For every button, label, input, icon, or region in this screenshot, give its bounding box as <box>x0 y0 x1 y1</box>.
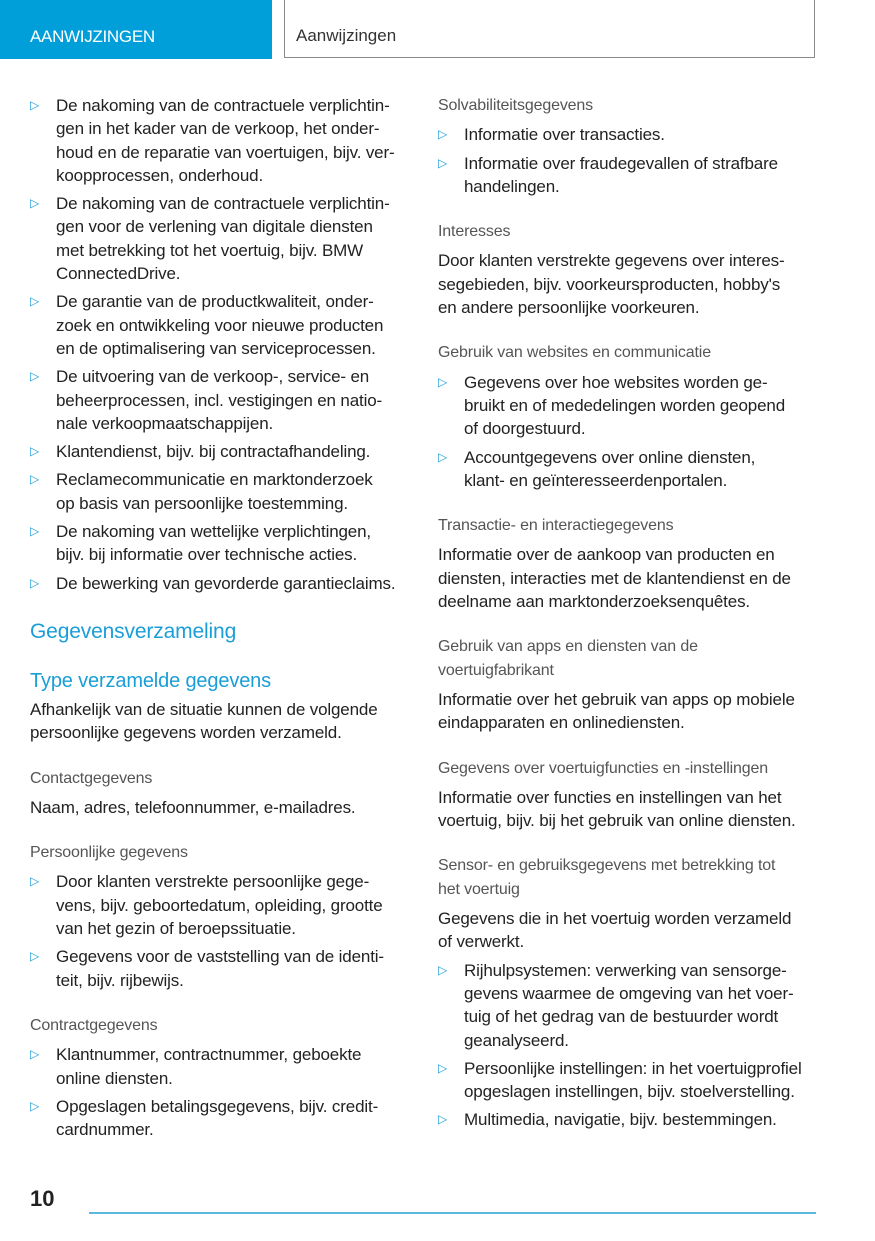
bullet-text: Accountgegevens over online diensten, klant- en geïnteresseerdenportalen. <box>464 447 756 490</box>
category-label: Contactgegevens <box>30 769 153 787</box>
triangle-bullet-icon: ▷ <box>438 1060 448 1075</box>
page-header <box>284 0 815 58</box>
bullet-text: De nakoming van de contractuele verplichtin- gen in het kader van de verkoop, het onder- houd en de reparatie van voertuigen, bijv. ver- koopprocessen, onderhoud. <box>56 96 395 185</box>
triangle-bullet-icon: ▷ <box>30 1098 40 1113</box>
page-title: Aanwijzingen <box>296 26 397 45</box>
category-label: Gebruik van apps en diensten van de voertuigfabrikant <box>438 638 698 679</box>
bullet-text: Gegevens over hoe websites worden ge- bruikt en of mededelingen worden geopend of doorgestuurd. <box>464 372 786 439</box>
triangle-bullet-icon: ▷ <box>30 294 40 309</box>
right-column <box>438 94 823 1132</box>
bullet-text: De nakoming van wettelijke verplichtingen, bijv. bij informatie over technische acties. <box>56 522 371 565</box>
category-label: Transactie- en interactiegegevens <box>438 517 674 535</box>
triangle-bullet-icon: ▷ <box>30 575 40 590</box>
triangle-bullet-icon: ▷ <box>30 369 40 384</box>
bullet-item <box>438 123 823 146</box>
triangle-bullet-icon: ▷ <box>30 472 40 487</box>
triangle-bullet-icon: ▷ <box>438 127 448 142</box>
bullet-item <box>30 572 415 595</box>
section-tab-label: AANWIJZINGEN <box>30 27 155 46</box>
bullet-item <box>30 192 415 285</box>
bullet-text: Informatie over fraudegevallen of strafbare handelingen. <box>464 153 778 196</box>
triangle-bullet-icon: ▷ <box>30 196 40 211</box>
bullet-item <box>438 371 823 441</box>
bullet-text: Informatie over transacties. <box>464 125 665 145</box>
bullet-text: De uitvoering van de verkoop-, service- en beheerprocessen, incl. vestigingen en natio- nale verkoopmaatschappijen. <box>56 367 383 433</box>
triangle-bullet-icon: ▷ <box>438 449 448 464</box>
category-label: Interesses <box>438 223 511 241</box>
paragraph: Afhankelijk van de situatie kunnen de volgende persoonlijke gegevens worden verzameld. <box>30 699 378 743</box>
page-number: 10 <box>30 1186 55 1211</box>
bullet-item <box>30 94 415 187</box>
bullet-item <box>30 870 415 940</box>
bullet-item <box>30 945 415 992</box>
triangle-bullet-icon: ▷ <box>438 1112 448 1127</box>
triangle-bullet-icon: ▷ <box>438 374 448 389</box>
paragraph: Door klanten verstrekte gegevens over interes- segebieden, bijv. voorkeursproducten, hobby's en andere persoonlijke voorkeuren. <box>438 251 785 318</box>
bullet-text: Reclamecommunicatie en marktonderzoek op basis van persoonlijke toestemming. <box>56 470 373 513</box>
triangle-bullet-icon: ▷ <box>30 874 40 889</box>
bullet-text: Persoonlijke instellingen: in het voertuigprofiel opgeslagen instellingen, bijv. stoelverstelling. <box>464 1058 802 1102</box>
paragraph: Informatie over functies en instellingen van het voertuig, bijv. bij het gebruik van online diensten. <box>438 787 796 831</box>
triangle-bullet-icon: ▷ <box>438 155 448 170</box>
triangle-bullet-icon: ▷ <box>30 98 40 112</box>
category-label: Gebruik van websites en communicatie <box>438 344 711 362</box>
category-label: Persoonlijke gegevens <box>30 844 188 862</box>
bullet-text: Klantendienst, bijv. bij contractafhandeling. <box>56 442 371 462</box>
category-label: Sensor- en gebruiksgegevens met betrekking tot het voertuig <box>438 857 776 898</box>
subsection-heading: Type verzamelde gegevens <box>30 669 271 692</box>
bullet-text: Klantnummer, contractnummer, geboekte online diensten. <box>56 1045 362 1088</box>
bullet-item <box>438 959 823 1052</box>
section-tab <box>0 0 272 59</box>
bullet-item <box>30 520 415 567</box>
bullet-item <box>30 468 415 515</box>
left-column <box>30 94 415 1141</box>
paragraph: Informatie over het gebruik van apps op mobiele eindapparaten en onlinediensten. <box>438 689 795 733</box>
footer-rule <box>89 1212 816 1214</box>
category-label: Solvabiliteitsgegevens <box>438 97 594 114</box>
bullet-item <box>30 1043 415 1090</box>
triangle-bullet-icon: ▷ <box>438 962 448 977</box>
bullet-item <box>438 1057 823 1104</box>
bullet-item <box>30 1095 415 1142</box>
triangle-bullet-icon: ▷ <box>30 524 40 539</box>
bullet-item <box>438 1108 823 1131</box>
bullet-item <box>438 446 823 493</box>
bullet-text: Rijhulpsystemen: verwerking van sensorge- gevens waarmee de omgeving van het voer- tuig of het gedrag van de bestuurder wordt geanalyseerd. <box>464 960 794 1050</box>
bullet-text: Door klanten verstrekte persoonlijke gege- vens, bijv. geboortedatum, opleiding, grootte van het gezin of beroepssituatie. <box>56 872 383 939</box>
bullet-item <box>30 290 415 360</box>
paragraph: Informatie over de aankoop van producten en diensten, interacties met de klantendienst en de deelname aan marktonderzoeksenquêtes. <box>438 545 791 612</box>
paragraph: Naam, adres, telefoonnummer, e-mailadres. <box>30 797 356 817</box>
triangle-bullet-icon: ▷ <box>30 949 40 964</box>
bullet-text: Opgeslagen betalingsgegevens, bijv. credit- cardnummer. <box>56 1096 379 1140</box>
category-label: Gegevens over voertuigfuncties en -instellingen <box>438 759 769 777</box>
bullet-text: Gegevens voor de vaststelling van de identi- teit, bijv. rijbewijs. <box>56 947 384 990</box>
bullet-text: Multimedia, navigatie, bijv. bestemmingen. <box>464 1110 777 1130</box>
triangle-bullet-icon: ▷ <box>30 444 40 459</box>
paragraph: Gegevens die in het voertuig worden verzameld of verwerkt. <box>438 909 792 952</box>
category-label: Contractgegevens <box>30 1016 158 1034</box>
bullet-item <box>30 440 415 463</box>
bullet-item <box>30 365 415 435</box>
bullet-text: De bewerking van gevorderde garantieclaims. <box>56 573 396 593</box>
bullet-item <box>438 152 823 199</box>
bullet-text: De nakoming van de contractuele verplichtin- gen voor de verlening van digitale diensten met betrekking tot het voertuig, bijv. BMW ConnectedDrive. <box>56 194 390 284</box>
triangle-bullet-icon: ▷ <box>30 1047 40 1062</box>
bullet-text: De garantie van de productkwaliteit, onder- zoek en ontwikkeling voor nieuwe producten en de optimalisering van serviceprocessen. <box>56 292 384 358</box>
section-heading: Gegevensverzameling <box>30 619 237 643</box>
